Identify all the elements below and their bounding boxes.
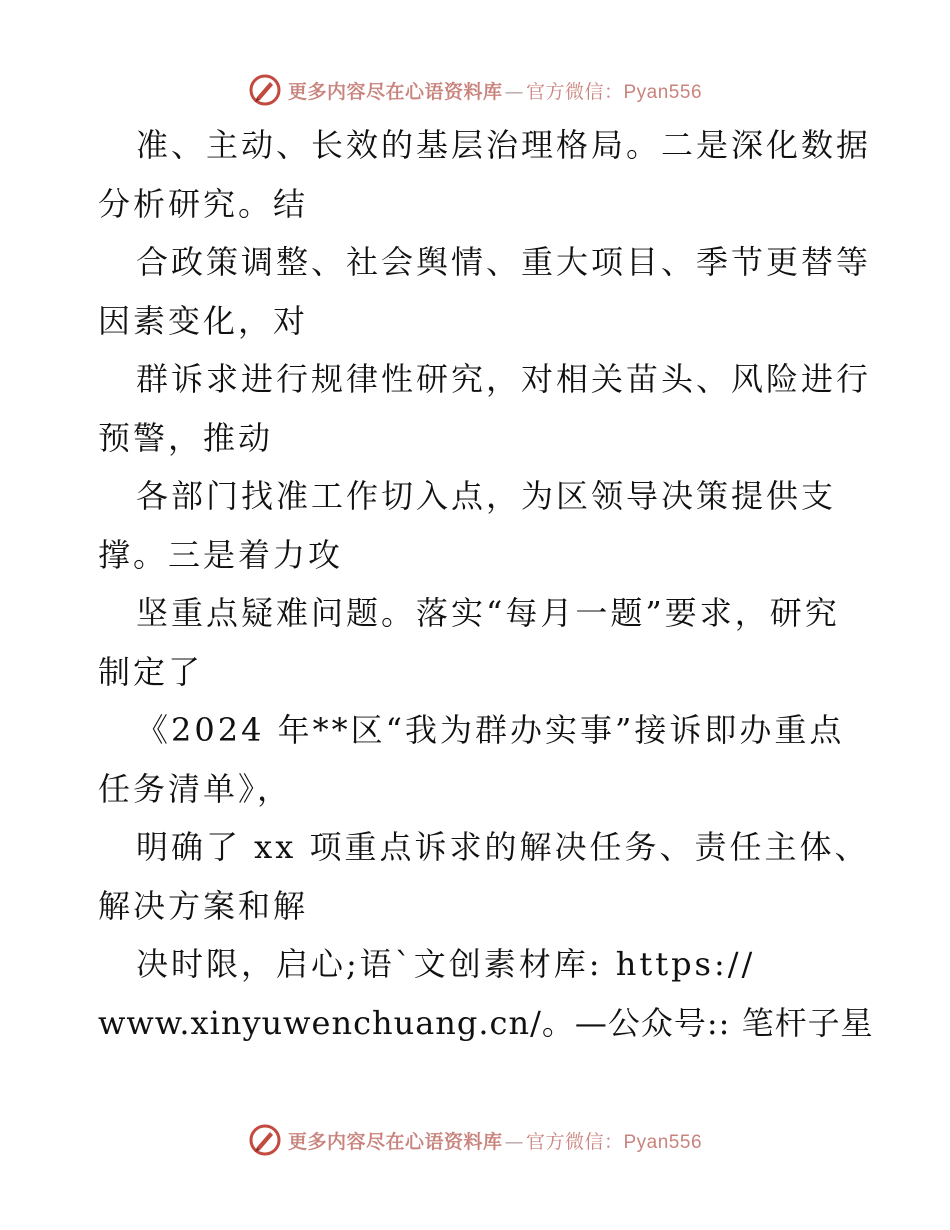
- watermark-main: 更多内容尽在心语资料库: [287, 1130, 503, 1153]
- watermark-dash: —: [504, 80, 524, 103]
- text-line: www.xinyuwenchuang.cn/。—公众号:: 笔杆子星: [98, 1003, 874, 1042]
- watermark-dash: —: [504, 1130, 524, 1153]
- quill-pen-logo-icon: [248, 73, 282, 107]
- watermark-label: 官方微信：: [525, 80, 624, 103]
- text-line: 因素变化，对: [98, 301, 309, 340]
- footer-watermark: [0, 1120, 950, 1160]
- text-line: 解决方案和解: [98, 886, 309, 925]
- watermark-account: Pyan556: [623, 1131, 703, 1153]
- watermark-group: [248, 1123, 702, 1157]
- text-line: 明确了 xx 项重点诉求的解决任务、责任主体、: [136, 828, 870, 866]
- text-line: 坚重点疑难问题。落实“每月一题”要求，研究: [136, 594, 840, 632]
- header-watermark: [0, 70, 950, 110]
- watermark-main: 更多内容尽在心语资料库: [287, 80, 503, 103]
- text-line: 群诉求进行规律性研究，对相关苗头、风险进行: [136, 360, 872, 398]
- document-body: [98, 116, 874, 1052]
- watermark-text: [288, 77, 702, 104]
- text-line: 决时限，启心;语`文创素材库: https://: [136, 945, 756, 983]
- text-line: 准、主动、长效的基层治理格局。二是深化数据: [136, 126, 872, 164]
- watermark-account: Pyan556: [623, 81, 703, 103]
- text-line: 合政策调整、社会舆情、重大项目、季节更替等: [136, 243, 872, 281]
- text-line: 预警，推动: [98, 418, 274, 457]
- text-line: 《2024 年**区“我为群办实事”接诉即办重点: [136, 711, 845, 749]
- text-line: 分析研究。结: [98, 184, 309, 223]
- text-line: 任务清单》，: [98, 769, 293, 808]
- watermark-group: [248, 73, 702, 107]
- watermark-text: [288, 1127, 702, 1154]
- text-line: 制定了: [98, 652, 204, 691]
- watermark-label: 官方微信：: [525, 1130, 624, 1153]
- text-line: 各部门找准工作切入点，为区领导决策提供支: [136, 477, 837, 515]
- text-line: 撑。三是着力攻: [98, 535, 344, 574]
- quill-pen-logo-icon: [248, 1123, 282, 1157]
